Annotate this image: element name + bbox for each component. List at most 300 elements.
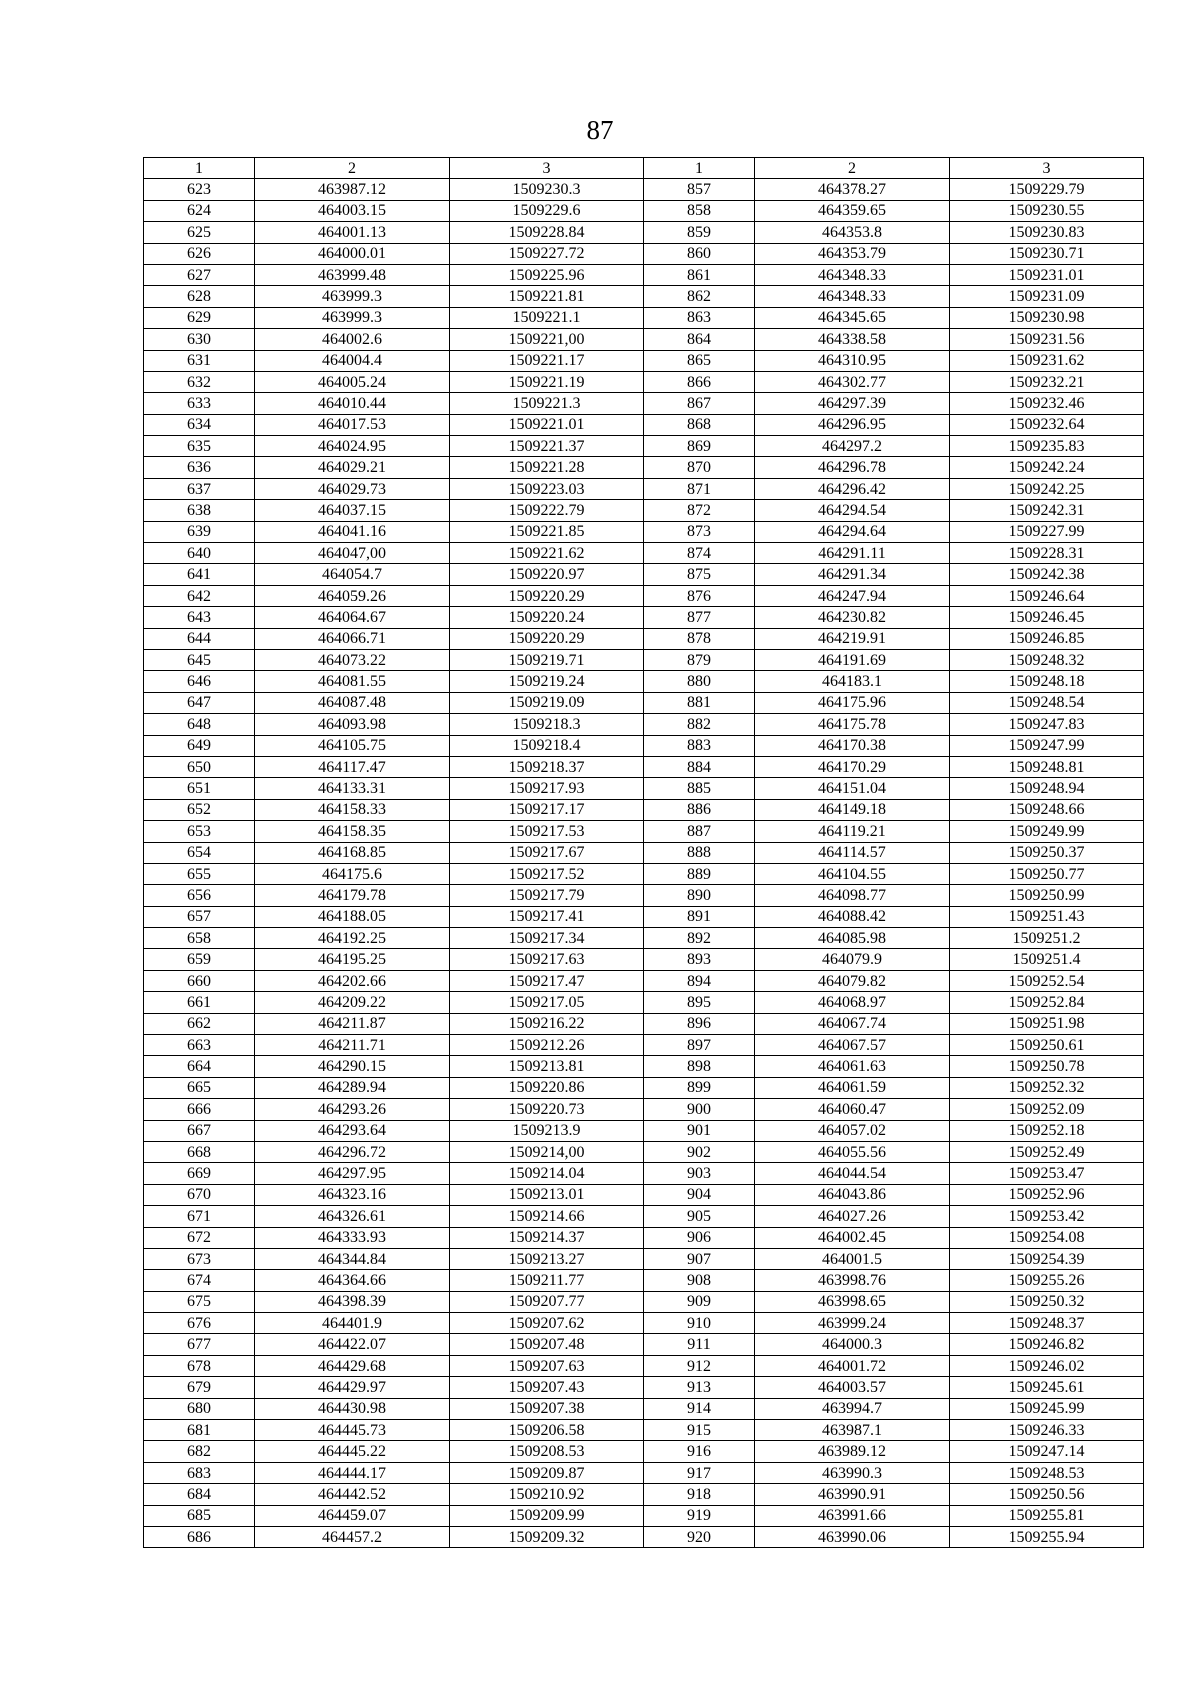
point-number-cell: 630	[144, 329, 255, 350]
y-coordinate-cell: 1509208.53	[450, 1441, 644, 1462]
y-coordinate-cell: 1509250.78	[950, 1056, 1144, 1077]
y-coordinate-cell: 1509248.81	[950, 756, 1144, 777]
table-row	[144, 1184, 1144, 1205]
y-coordinate-cell: 1509213.27	[450, 1248, 644, 1269]
point-number-cell: 888	[644, 842, 755, 863]
x-coordinate-cell: 464004.4	[255, 350, 450, 371]
point-number-cell: 899	[644, 1077, 755, 1098]
x-coordinate-cell: 464024.95	[255, 436, 450, 457]
point-number-cell: 858	[644, 200, 755, 221]
y-coordinate-cell: 1509247.14	[950, 1441, 1144, 1462]
y-coordinate-cell: 1509252.32	[950, 1077, 1144, 1098]
x-coordinate-cell: 464188.05	[255, 906, 450, 927]
point-number-cell: 859	[644, 222, 755, 243]
table-row	[144, 414, 1144, 435]
table-row	[144, 329, 1144, 350]
y-coordinate-cell: 1509217.52	[450, 863, 644, 884]
y-coordinate-cell: 1509253.47	[950, 1163, 1144, 1184]
table-row	[144, 585, 1144, 606]
x-coordinate-cell: 464378.27	[755, 179, 950, 200]
point-number-cell: 863	[644, 307, 755, 328]
x-coordinate-cell: 464359.65	[755, 200, 950, 221]
table-row	[144, 1355, 1144, 1376]
point-number-cell: 878	[644, 628, 755, 649]
y-coordinate-cell: 1509207.63	[450, 1355, 644, 1376]
x-coordinate-cell: 464430.98	[255, 1398, 450, 1419]
point-number-cell: 667	[144, 1120, 255, 1141]
point-number-cell: 652	[144, 799, 255, 820]
y-coordinate-cell: 1509216.22	[450, 1013, 644, 1034]
point-number-cell: 900	[644, 1099, 755, 1120]
y-coordinate-cell: 1509242.31	[950, 500, 1144, 521]
point-number-cell: 877	[644, 607, 755, 628]
point-number-cell: 870	[644, 457, 755, 478]
x-coordinate-cell: 464290.15	[255, 1056, 450, 1077]
table-row	[144, 1227, 1144, 1248]
y-coordinate-cell: 1509246.33	[950, 1420, 1144, 1441]
x-coordinate-cell: 464057.02	[755, 1120, 950, 1141]
point-number-cell: 638	[144, 500, 255, 521]
y-coordinate-cell: 1509230.55	[950, 200, 1144, 221]
table-row	[144, 949, 1144, 970]
point-number-cell: 917	[644, 1462, 755, 1483]
x-coordinate-cell: 464219.91	[755, 628, 950, 649]
table-row	[144, 543, 1144, 564]
y-coordinate-cell: 1509222.79	[450, 500, 644, 521]
x-coordinate-cell: 464297.39	[755, 393, 950, 414]
point-number-cell: 677	[144, 1334, 255, 1355]
point-number-cell: 663	[144, 1035, 255, 1056]
y-coordinate-cell: 1509221.85	[450, 521, 644, 542]
y-coordinate-cell: 1509245.61	[950, 1377, 1144, 1398]
point-number-cell: 881	[644, 692, 755, 713]
y-coordinate-cell: 1509232.46	[950, 393, 1144, 414]
point-number-cell: 884	[644, 756, 755, 777]
table-row	[144, 778, 1144, 799]
x-coordinate-cell: 464179.78	[255, 885, 450, 906]
point-number-cell: 679	[144, 1377, 255, 1398]
x-coordinate-cell: 464037.15	[255, 500, 450, 521]
y-coordinate-cell: 1509250.99	[950, 885, 1144, 906]
table-row	[144, 1334, 1144, 1355]
x-coordinate-cell: 463994.7	[755, 1398, 950, 1419]
y-coordinate-cell: 1509230.3	[450, 179, 644, 200]
table-header-row	[144, 158, 1144, 179]
table-row	[144, 1163, 1144, 1184]
y-coordinate-cell: 1509246.64	[950, 585, 1144, 606]
coordinates-table	[143, 157, 1144, 1548]
y-coordinate-cell: 1509252.18	[950, 1120, 1144, 1141]
table-row	[144, 863, 1144, 884]
y-coordinate-cell: 1509242.24	[950, 457, 1144, 478]
x-coordinate-cell: 464088.42	[755, 906, 950, 927]
x-coordinate-cell: 464348.33	[755, 264, 950, 285]
point-number-cell: 627	[144, 264, 255, 285]
y-coordinate-cell: 1509248.66	[950, 799, 1144, 820]
x-coordinate-cell: 464195.25	[255, 949, 450, 970]
y-coordinate-cell: 1509250.32	[950, 1291, 1144, 1312]
point-number-cell: 624	[144, 200, 255, 221]
x-coordinate-cell: 464079.82	[755, 970, 950, 991]
y-coordinate-cell: 1509217.17	[450, 799, 644, 820]
y-coordinate-cell: 1509229.6	[450, 200, 644, 221]
x-coordinate-cell: 464230.82	[755, 607, 950, 628]
y-coordinate-cell: 1509231.62	[950, 350, 1144, 371]
point-number-cell: 669	[144, 1163, 255, 1184]
point-number-cell: 906	[644, 1227, 755, 1248]
y-coordinate-cell: 1509221.81	[450, 286, 644, 307]
y-coordinate-cell: 1509254.08	[950, 1227, 1144, 1248]
point-number-cell: 681	[144, 1420, 255, 1441]
y-coordinate-cell: 1509232.64	[950, 414, 1144, 435]
y-coordinate-cell: 1509248.37	[950, 1313, 1144, 1334]
x-coordinate-cell: 464294.64	[755, 521, 950, 542]
x-coordinate-cell: 464059.26	[255, 585, 450, 606]
x-coordinate-cell: 464302.77	[755, 371, 950, 392]
y-coordinate-cell: 1509250.61	[950, 1035, 1144, 1056]
point-number-cell: 861	[644, 264, 755, 285]
y-coordinate-cell: 1509217.79	[450, 885, 644, 906]
x-coordinate-cell: 463999.24	[755, 1313, 950, 1334]
x-coordinate-cell: 464442.52	[255, 1484, 450, 1505]
table-row	[144, 1291, 1144, 1312]
y-coordinate-cell: 1509217.05	[450, 992, 644, 1013]
header-cell: 1	[644, 158, 755, 179]
point-number-cell: 882	[644, 714, 755, 735]
table-row	[144, 1056, 1144, 1077]
table-row	[144, 1527, 1144, 1548]
x-coordinate-cell: 464060.47	[755, 1099, 950, 1120]
y-coordinate-cell: 1509219.09	[450, 692, 644, 713]
point-number-cell: 901	[644, 1120, 755, 1141]
y-coordinate-cell: 1509227.72	[450, 243, 644, 264]
x-coordinate-cell: 464001.5	[755, 1248, 950, 1269]
table-row	[144, 436, 1144, 457]
point-number-cell: 684	[144, 1484, 255, 1505]
header-cell: 3	[450, 158, 644, 179]
x-coordinate-cell: 464114.57	[755, 842, 950, 863]
x-coordinate-cell: 464289.94	[255, 1077, 450, 1098]
x-coordinate-cell: 464029.21	[255, 457, 450, 478]
y-coordinate-cell: 1509246.45	[950, 607, 1144, 628]
point-number-cell: 671	[144, 1206, 255, 1227]
x-coordinate-cell: 464119.21	[755, 821, 950, 842]
point-number-cell: 914	[644, 1398, 755, 1419]
table-row	[144, 564, 1144, 585]
y-coordinate-cell: 1509229.79	[950, 179, 1144, 200]
y-coordinate-cell: 1509230.83	[950, 222, 1144, 243]
x-coordinate-cell: 464293.64	[255, 1120, 450, 1141]
point-number-cell: 889	[644, 863, 755, 884]
point-number-cell: 649	[144, 735, 255, 756]
y-coordinate-cell: 1509223.03	[450, 478, 644, 499]
table-row	[144, 649, 1144, 670]
y-coordinate-cell: 1509221.3	[450, 393, 644, 414]
x-coordinate-cell: 464068.97	[755, 992, 950, 1013]
point-number-cell: 625	[144, 222, 255, 243]
y-coordinate-cell: 1509225.96	[450, 264, 644, 285]
point-number-cell: 662	[144, 1013, 255, 1034]
point-number-cell: 661	[144, 992, 255, 1013]
y-coordinate-cell: 1509245.99	[950, 1398, 1144, 1419]
x-coordinate-cell: 464000.01	[255, 243, 450, 264]
table-row	[144, 1077, 1144, 1098]
y-coordinate-cell: 1509211.77	[450, 1270, 644, 1291]
y-coordinate-cell: 1509252.84	[950, 992, 1144, 1013]
table-row	[144, 799, 1144, 820]
point-number-cell: 904	[644, 1184, 755, 1205]
y-coordinate-cell: 1509217.53	[450, 821, 644, 842]
point-number-cell: 665	[144, 1077, 255, 1098]
y-coordinate-cell: 1509253.42	[950, 1206, 1144, 1227]
point-number-cell: 639	[144, 521, 255, 542]
x-coordinate-cell: 464005.24	[255, 371, 450, 392]
point-number-cell: 658	[144, 928, 255, 949]
table-row	[144, 1505, 1144, 1526]
x-coordinate-cell: 464191.69	[755, 649, 950, 670]
x-coordinate-cell: 464054.7	[255, 564, 450, 585]
table-row	[144, 735, 1144, 756]
y-coordinate-cell: 1509228.84	[450, 222, 644, 243]
point-number-cell: 686	[144, 1527, 255, 1548]
x-coordinate-cell: 463999.48	[255, 264, 450, 285]
x-coordinate-cell: 464079.9	[755, 949, 950, 970]
point-number-cell: 685	[144, 1505, 255, 1526]
point-number-cell: 867	[644, 393, 755, 414]
x-coordinate-cell: 464151.04	[755, 778, 950, 799]
x-coordinate-cell: 464085.98	[755, 928, 950, 949]
point-number-cell: 886	[644, 799, 755, 820]
y-coordinate-cell: 1509250.77	[950, 863, 1144, 884]
table-row	[144, 1206, 1144, 1227]
y-coordinate-cell: 1509251.43	[950, 906, 1144, 927]
x-coordinate-cell: 463991.66	[755, 1505, 950, 1526]
x-coordinate-cell: 464117.47	[255, 756, 450, 777]
point-number-cell: 642	[144, 585, 255, 606]
x-coordinate-cell: 464401.9	[255, 1313, 450, 1334]
point-number-cell: 892	[644, 928, 755, 949]
x-coordinate-cell: 464175.6	[255, 863, 450, 884]
x-coordinate-cell: 464087.48	[255, 692, 450, 713]
table-row	[144, 1035, 1144, 1056]
x-coordinate-cell: 464291.34	[755, 564, 950, 585]
x-coordinate-cell: 464291.11	[755, 543, 950, 564]
y-coordinate-cell: 1509214.66	[450, 1206, 644, 1227]
point-number-cell: 631	[144, 350, 255, 371]
x-coordinate-cell: 464211.87	[255, 1013, 450, 1034]
point-number-cell: 912	[644, 1355, 755, 1376]
point-number-cell: 643	[144, 607, 255, 628]
y-coordinate-cell: 1509247.83	[950, 714, 1144, 735]
x-coordinate-cell: 464429.97	[255, 1377, 450, 1398]
x-coordinate-cell: 464105.75	[255, 735, 450, 756]
point-number-cell: 640	[144, 543, 255, 564]
point-number-cell: 907	[644, 1248, 755, 1269]
y-coordinate-cell: 1509217.67	[450, 842, 644, 863]
x-coordinate-cell: 463987.12	[255, 179, 450, 200]
point-number-cell: 891	[644, 906, 755, 927]
x-coordinate-cell: 463999.3	[255, 307, 450, 328]
x-coordinate-cell: 464175.78	[755, 714, 950, 735]
x-coordinate-cell: 464149.18	[755, 799, 950, 820]
y-coordinate-cell: 1509207.62	[450, 1313, 644, 1334]
point-number-cell: 648	[144, 714, 255, 735]
table-row	[144, 286, 1144, 307]
x-coordinate-cell: 464133.31	[255, 778, 450, 799]
x-coordinate-cell: 463998.65	[755, 1291, 950, 1312]
point-number-cell: 632	[144, 371, 255, 392]
point-number-cell: 650	[144, 756, 255, 777]
table-row	[144, 393, 1144, 414]
x-coordinate-cell: 464170.29	[755, 756, 950, 777]
point-number-cell: 647	[144, 692, 255, 713]
y-coordinate-cell: 1509206.58	[450, 1420, 644, 1441]
x-coordinate-cell: 464017.53	[255, 414, 450, 435]
point-number-cell: 628	[144, 286, 255, 307]
point-number-cell: 910	[644, 1313, 755, 1334]
table-row	[144, 1420, 1144, 1441]
x-coordinate-cell: 464310.95	[755, 350, 950, 371]
x-coordinate-cell: 464055.56	[755, 1141, 950, 1162]
y-coordinate-cell: 1509220.86	[450, 1077, 644, 1098]
x-coordinate-cell: 464333.93	[255, 1227, 450, 1248]
point-number-cell: 682	[144, 1441, 255, 1462]
y-coordinate-cell: 1509252.09	[950, 1099, 1144, 1120]
point-number-cell: 678	[144, 1355, 255, 1376]
point-number-cell: 871	[644, 478, 755, 499]
point-number-cell: 860	[644, 243, 755, 264]
table-row	[144, 992, 1144, 1013]
point-number-cell: 865	[644, 350, 755, 371]
y-coordinate-cell: 1509221.01	[450, 414, 644, 435]
x-coordinate-cell: 464158.33	[255, 799, 450, 820]
point-number-cell: 887	[644, 821, 755, 842]
point-number-cell: 636	[144, 457, 255, 478]
x-coordinate-cell: 464457.2	[255, 1527, 450, 1548]
x-coordinate-cell: 464202.66	[255, 970, 450, 991]
point-number-cell: 654	[144, 842, 255, 863]
y-coordinate-cell: 1509230.71	[950, 243, 1144, 264]
x-coordinate-cell: 463990.06	[755, 1527, 950, 1548]
y-coordinate-cell: 1509217.47	[450, 970, 644, 991]
y-coordinate-cell: 1509221.19	[450, 371, 644, 392]
table-row	[144, 1013, 1144, 1034]
x-coordinate-cell: 464183.1	[755, 671, 950, 692]
x-coordinate-cell: 464066.71	[255, 628, 450, 649]
point-number-cell: 634	[144, 414, 255, 435]
x-coordinate-cell: 464353.79	[755, 243, 950, 264]
point-number-cell: 673	[144, 1248, 255, 1269]
point-number-cell: 660	[144, 970, 255, 991]
y-coordinate-cell: 1509218.3	[450, 714, 644, 735]
y-coordinate-cell: 1509227.99	[950, 521, 1144, 542]
y-coordinate-cell: 1509230.98	[950, 307, 1144, 328]
y-coordinate-cell: 1509213.81	[450, 1056, 644, 1077]
point-number-cell: 670	[144, 1184, 255, 1205]
y-coordinate-cell: 1509252.96	[950, 1184, 1144, 1205]
point-number-cell: 683	[144, 1462, 255, 1483]
y-coordinate-cell: 1509248.54	[950, 692, 1144, 713]
x-coordinate-cell: 464326.61	[255, 1206, 450, 1227]
x-coordinate-cell: 464041.16	[255, 521, 450, 542]
table-row	[144, 692, 1144, 713]
point-number-cell: 666	[144, 1099, 255, 1120]
y-coordinate-cell: 1509231.56	[950, 329, 1144, 350]
y-coordinate-cell: 1509213.9	[450, 1120, 644, 1141]
header-cell: 3	[950, 158, 1144, 179]
x-coordinate-cell: 464344.84	[255, 1248, 450, 1269]
x-coordinate-cell: 464000.3	[755, 1334, 950, 1355]
x-coordinate-cell: 464010.44	[255, 393, 450, 414]
y-coordinate-cell: 1509246.02	[950, 1355, 1144, 1376]
y-coordinate-cell: 1509209.87	[450, 1462, 644, 1483]
point-number-cell: 880	[644, 671, 755, 692]
point-number-cell: 629	[144, 307, 255, 328]
point-number-cell: 672	[144, 1227, 255, 1248]
y-coordinate-cell: 1509209.99	[450, 1505, 644, 1526]
point-number-cell: 626	[144, 243, 255, 264]
point-number-cell: 918	[644, 1484, 755, 1505]
x-coordinate-cell: 464348.33	[755, 286, 950, 307]
x-coordinate-cell: 464364.66	[255, 1270, 450, 1291]
x-coordinate-cell: 464002.45	[755, 1227, 950, 1248]
point-number-cell: 857	[644, 179, 755, 200]
y-coordinate-cell: 1509231.09	[950, 286, 1144, 307]
y-coordinate-cell: 1509252.54	[950, 970, 1144, 991]
point-number-cell: 897	[644, 1035, 755, 1056]
x-coordinate-cell: 464422.07	[255, 1334, 450, 1355]
point-number-cell: 633	[144, 393, 255, 414]
x-coordinate-cell: 464175.96	[755, 692, 950, 713]
x-coordinate-cell: 464296.72	[255, 1141, 450, 1162]
x-coordinate-cell: 464445.22	[255, 1441, 450, 1462]
point-number-cell: 868	[644, 414, 755, 435]
y-coordinate-cell: 1509220.29	[450, 585, 644, 606]
table-row	[144, 1313, 1144, 1334]
x-coordinate-cell: 464323.16	[255, 1184, 450, 1205]
point-number-cell: 893	[644, 949, 755, 970]
y-coordinate-cell: 1509214.37	[450, 1227, 644, 1248]
y-coordinate-cell: 1509221,00	[450, 329, 644, 350]
x-coordinate-cell: 464398.39	[255, 1291, 450, 1312]
point-number-cell: 635	[144, 436, 255, 457]
y-coordinate-cell: 1509220.97	[450, 564, 644, 585]
table-row	[144, 1120, 1144, 1141]
table-row	[144, 671, 1144, 692]
point-number-cell: 885	[644, 778, 755, 799]
x-coordinate-cell: 464353.8	[755, 222, 950, 243]
point-number-cell: 656	[144, 885, 255, 906]
table-row	[144, 714, 1144, 735]
y-coordinate-cell: 1509220.24	[450, 607, 644, 628]
point-number-cell: 644	[144, 628, 255, 649]
y-coordinate-cell: 1509214,00	[450, 1141, 644, 1162]
y-coordinate-cell: 1509252.49	[950, 1141, 1144, 1162]
table-row	[144, 1441, 1144, 1462]
point-number-cell: 668	[144, 1141, 255, 1162]
x-coordinate-cell: 464296.95	[755, 414, 950, 435]
y-coordinate-cell: 1509242.25	[950, 478, 1144, 499]
x-coordinate-cell: 464073.22	[255, 649, 450, 670]
y-coordinate-cell: 1509207.77	[450, 1291, 644, 1312]
x-coordinate-cell: 464001.13	[255, 222, 450, 243]
point-number-cell: 869	[644, 436, 755, 457]
y-coordinate-cell: 1509249.99	[950, 821, 1144, 842]
x-coordinate-cell: 464345.65	[755, 307, 950, 328]
y-coordinate-cell: 1509207.48	[450, 1334, 644, 1355]
x-coordinate-cell: 464192.25	[255, 928, 450, 949]
point-number-cell: 896	[644, 1013, 755, 1034]
